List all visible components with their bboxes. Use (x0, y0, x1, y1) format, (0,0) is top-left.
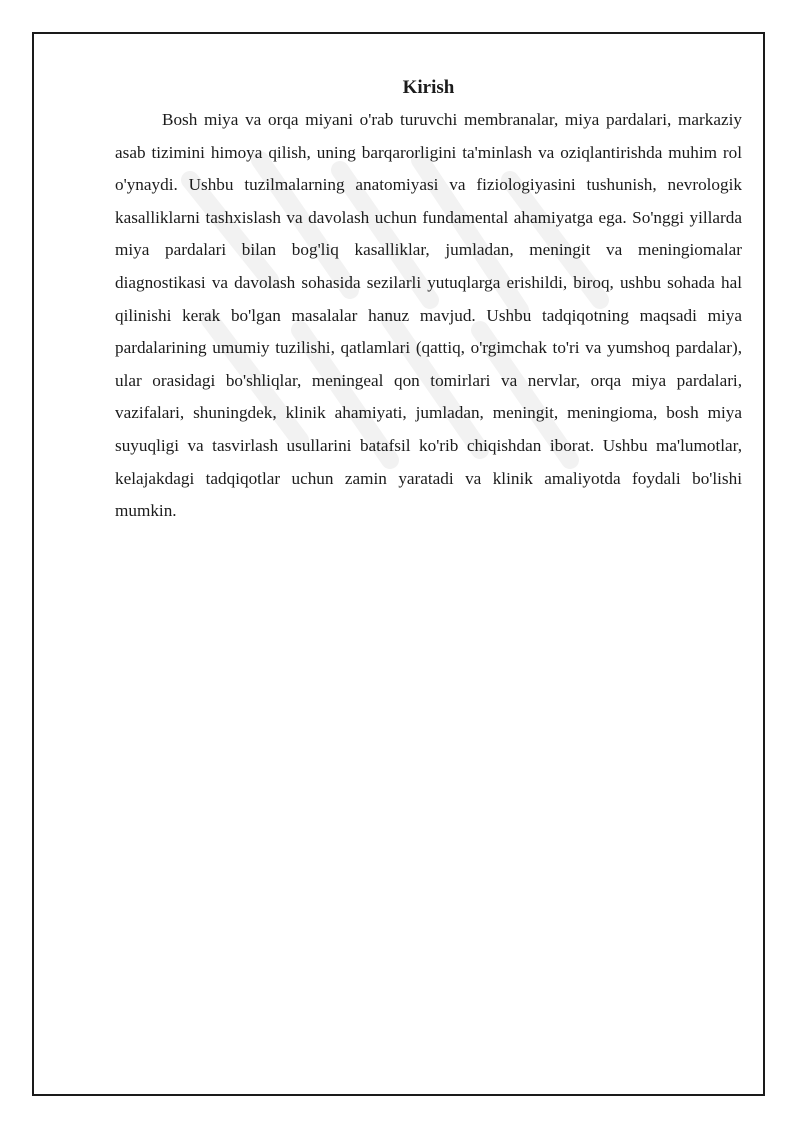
intro-paragraph: Bosh miya va orqa miyani o'rab turuvchi membranalar, miya pardalari, markaziy asab tizimini himoya qilish, uning barqarorligini ta'minlash va oziqlantirishda muhim rol o'ynaydi. Ushbu tuzilmalarning anatomiyasi va fiziologiyasini tushunish, nevrologik kasalliklarni tashxislash va davolash uchun fundamental ahamiyatga ega. So'nggi yillarda miya pardalari bilan bog'liq kasalliklar, jumladan, meningit va meningiomalar diagnostikasi va davolash sohasida sezilarli yutuqlarga erishildi, biroq, ushbu sohada hal qilinishi kerak bo'lgan masalalar hanuz mavjud. Ushbu tadqiqotning maqsadi miya pardalarining umumiy tuzilishi, qatlamlari (qattiq, o'rgimchak to'ri va yumshoq pardalar), ular orasidagi bo'shliqlar, meningeal qon tomirlari va nervlar, orqa miya pardalari, vazifalari, shuningdek, klinik ahamiyati, jumladan, meningit, meningioma, bosh miya suyuqligi va tasvirlash usullarini batafsil ko'rib chiqishdan iborat. Ushbu ma'lumotlar, kelajakdagi tadqiqotlar uchun zamin yaratadi va klinik amaliyotda foydali bo'lishi mumkin. (115, 110, 742, 521)
document-body (115, 74, 742, 528)
section-title: Kirish (402, 77, 455, 98)
